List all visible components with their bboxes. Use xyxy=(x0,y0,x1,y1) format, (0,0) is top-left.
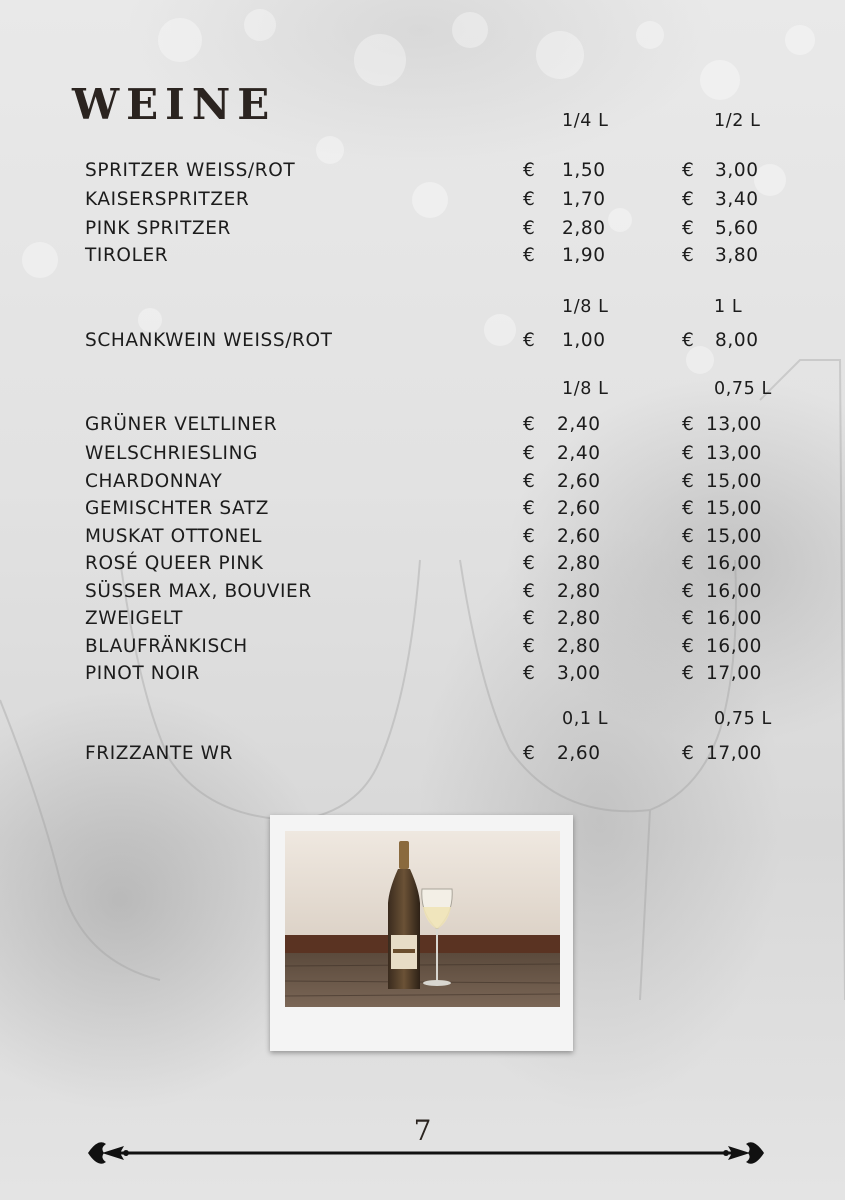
price-small: 2,60 xyxy=(557,498,601,519)
currency-symbol: € xyxy=(523,330,536,351)
currency-symbol: € xyxy=(682,160,695,181)
price-large: 3,40 xyxy=(715,189,759,210)
page-number: 7 xyxy=(413,1114,432,1147)
size-header-small: 0,1 L xyxy=(562,709,609,729)
wine-name: SÜSSER MAX, BOUVIER xyxy=(85,581,312,602)
currency-symbol: € xyxy=(682,245,695,266)
currency-symbol: € xyxy=(523,663,536,684)
currency-symbol: € xyxy=(682,526,695,547)
price-small: 2,80 xyxy=(557,608,601,629)
price-small: 1,00 xyxy=(562,330,606,351)
size-header-small: 1/8 L xyxy=(562,297,609,317)
price-large: 8,00 xyxy=(715,330,759,351)
price-large: 16,00 xyxy=(706,636,762,657)
wine-photo xyxy=(285,831,560,1007)
price-large: 15,00 xyxy=(706,526,762,547)
price-small: 2,80 xyxy=(557,581,601,602)
wine-name: FRIZZANTE WR xyxy=(85,743,234,764)
wine-name: KAISERSPRITZER xyxy=(85,189,250,210)
currency-symbol: € xyxy=(523,189,536,210)
price-large: 5,60 xyxy=(715,218,759,239)
price-large: 16,00 xyxy=(706,608,762,629)
price-small: 2,60 xyxy=(557,743,601,764)
currency-symbol: € xyxy=(682,608,695,629)
wine-name: ROSÉ QUEER PINK xyxy=(85,553,264,574)
price-small: 2,60 xyxy=(557,526,601,547)
currency-symbol: € xyxy=(682,743,695,764)
price-small: 2,40 xyxy=(557,414,601,435)
wine-name: TIROLER xyxy=(85,245,169,266)
size-header-large: 0,75 L xyxy=(714,709,772,729)
wine-name: SCHANKWEIN WEISS/ROT xyxy=(85,330,333,351)
wine-name: BLAUFRÄNKISCH xyxy=(85,636,248,657)
price-large: 16,00 xyxy=(706,553,762,574)
price-large: 13,00 xyxy=(706,443,762,464)
currency-symbol: € xyxy=(682,471,695,492)
page-title: WEINE xyxy=(72,80,277,129)
currency-symbol: € xyxy=(523,443,536,464)
currency-symbol: € xyxy=(682,581,695,602)
price-large: 13,00 xyxy=(706,414,762,435)
size-header-large: 0,75 L xyxy=(714,379,772,399)
price-large: 15,00 xyxy=(706,471,762,492)
price-small: 2,80 xyxy=(557,636,601,657)
currency-symbol: € xyxy=(523,498,536,519)
price-small: 1,70 xyxy=(562,189,606,210)
currency-symbol: € xyxy=(523,471,536,492)
price-small: 2,60 xyxy=(557,471,601,492)
currency-symbol: € xyxy=(682,636,695,657)
price-large: 3,00 xyxy=(715,160,759,181)
size-header-large: 1/2 L xyxy=(714,111,761,131)
currency-symbol: € xyxy=(682,498,695,519)
currency-symbol: € xyxy=(523,526,536,547)
currency-symbol: € xyxy=(523,414,536,435)
price-large: 3,80 xyxy=(715,245,759,266)
currency-symbol: € xyxy=(523,245,536,266)
price-large: 16,00 xyxy=(706,581,762,602)
wine-name: PINK SPRITZER xyxy=(85,218,231,239)
currency-symbol: € xyxy=(523,636,536,657)
currency-symbol: € xyxy=(682,218,695,239)
wine-name: WELSCHRIESLING xyxy=(85,443,258,464)
size-header-large: 1 L xyxy=(714,297,743,317)
price-large: 17,00 xyxy=(706,743,762,764)
currency-symbol: € xyxy=(523,608,536,629)
wine-name: ZWEIGELT xyxy=(85,608,183,629)
price-small: 2,80 xyxy=(562,218,606,239)
wine-name: GEMISCHTER SATZ xyxy=(85,498,270,519)
currency-symbol: € xyxy=(523,218,536,239)
price-small: 3,00 xyxy=(557,663,601,684)
price-small: 1,50 xyxy=(562,160,606,181)
price-large: 17,00 xyxy=(706,663,762,684)
currency-symbol: € xyxy=(523,581,536,602)
size-header-small: 1/4 L xyxy=(562,111,609,131)
currency-symbol: € xyxy=(523,160,536,181)
currency-symbol: € xyxy=(682,663,695,684)
size-header-small: 1/8 L xyxy=(562,379,609,399)
currency-symbol: € xyxy=(682,443,695,464)
wine-name: PINOT NOIR xyxy=(85,663,200,684)
price-large: 15,00 xyxy=(706,498,762,519)
currency-symbol: € xyxy=(682,189,695,210)
currency-symbol: € xyxy=(523,553,536,574)
wine-name: CHARDONNAY xyxy=(85,471,223,492)
wine-name: MUSKAT OTTONEL xyxy=(85,526,263,547)
price-small: 1,90 xyxy=(562,245,606,266)
currency-symbol: € xyxy=(682,553,695,574)
wine-name: GRÜNER VELTLINER xyxy=(85,414,278,435)
divider-ornament xyxy=(84,1132,768,1174)
wine-name: SPRITZER WEISS/ROT xyxy=(85,160,296,181)
price-small: 2,40 xyxy=(557,443,601,464)
price-small: 2,80 xyxy=(557,553,601,574)
currency-symbol: € xyxy=(682,330,695,351)
currency-symbol: € xyxy=(523,743,536,764)
currency-symbol: € xyxy=(682,414,695,435)
